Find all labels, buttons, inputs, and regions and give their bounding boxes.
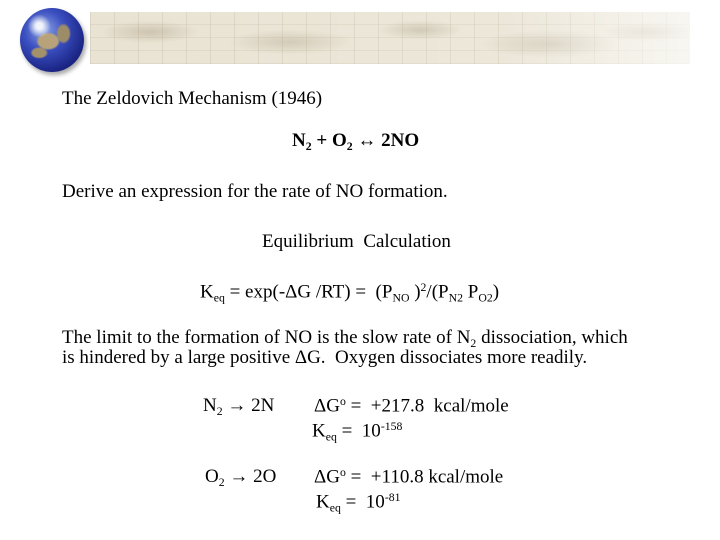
- n2-delta-g: $\Delta G^o = +217.8$ kcal/mole: [314, 395, 509, 417]
- slide-title: The Zeldovich Mechanism (1946): [62, 88, 323, 109]
- n2-dissociation-reaction: $N_2 \to 2N$: [203, 395, 275, 419]
- limit-text-line-2: is hindered by a large positive ΔG. Oxygen dissociates more readily.: [62, 347, 588, 368]
- o2-dissociation-reaction: $O_2 \to 2O$: [205, 466, 277, 490]
- equilibrium-heading: Equilibrium Calculation: [262, 231, 451, 252]
- derive-prompt: Derive an expression for the rate of NO formation.: [62, 181, 448, 202]
- limit-text-line-1: The limit to the formation of NO is the slow rate of $N_2$ dissociation, which: [62, 327, 628, 351]
- keq-expression: $K_{eq} = \exp(-\Delta G$ $/RT) = (P_{NO}$ )$^2/(P_{N2}$ $P_{O2}$): [200, 281, 500, 305]
- reaction-equation: $N_2 + O_2$ ↔ 2NO: [292, 130, 420, 154]
- n2-keq: $K_{eq} = 10^{-158}$: [312, 420, 403, 444]
- o2-delta-g: $\Delta G^o = +110.8$ kcal/mole: [314, 466, 504, 488]
- globe-icon: [20, 8, 84, 72]
- o2-keq: $K_{eq} = 10^{-81}$: [316, 491, 401, 515]
- decorative-map-banner: [90, 12, 690, 64]
